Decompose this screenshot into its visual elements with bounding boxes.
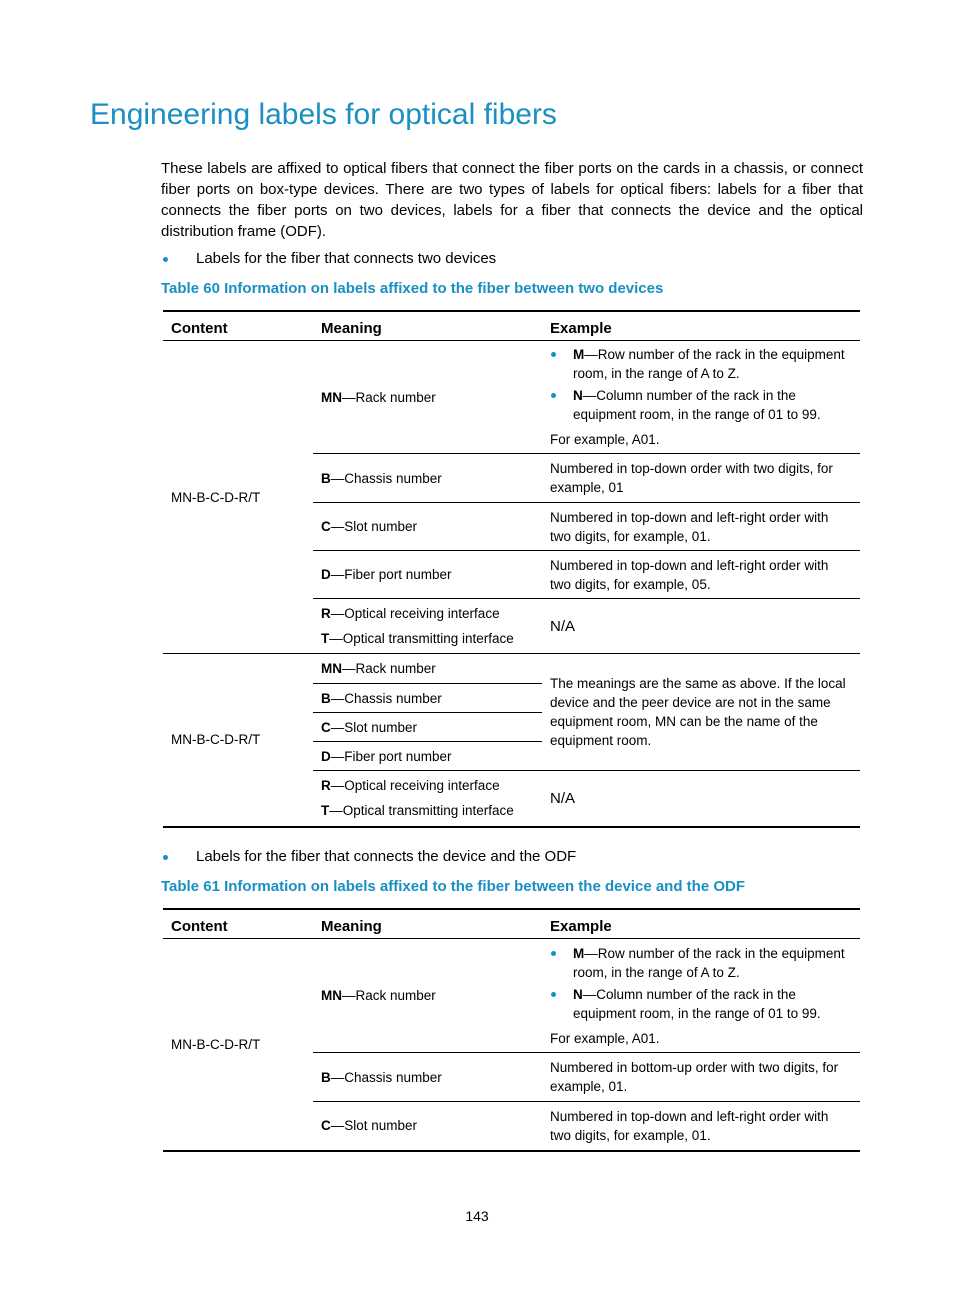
header-example: Example [542,909,860,939]
meaning-cell: R—Optical receiving interface T—Optical transmitting interface [313,599,542,654]
meaning-cell: C—Slot number [313,713,542,742]
example-cell: Numbered in top-down order with two digits, for example, 01 [542,454,860,503]
list-item: N—Column number of the rack in the equipment room, in the range of 01 to 99. [550,386,852,424]
meaning-cell: B—Chassis number [313,684,542,713]
list-item: M—Row number of the rack in the equipment room, in the range of A to Z. [550,944,852,982]
page-title: Engineering labels for optical fibers [90,98,557,131]
bullet-icon [551,951,556,956]
bullet-icon [163,257,168,262]
header-example: Example [542,311,860,341]
bullet-icon [551,393,556,398]
meaning-cell: MN—Rack number [313,939,542,1053]
list-item: M—Row number of the rack in the equipment room, in the range of A to Z. [550,345,852,383]
header-meaning: Meaning [313,909,542,939]
example-cell: N/A [542,771,860,827]
example-cell: Numbered in top-down and left-right order with two digits, for example, 05. [542,551,860,599]
for-example-text: For example, A01. [550,432,660,447]
table-61 [163,908,860,1152]
content-cell: MN-B-C-D-R/T [163,341,313,654]
intro-paragraph: These labels are affixed to optical fibers that connect the fiber ports on the cards in a chassis, or connect fiber ports on box-type devices. There are two types of labels for optical fibers: labels for a fiber that connects the fiber ports on two devices, labels for a fiber that connects the device and the optical distribution frame (ODF). [161,160,863,240]
table-61-caption: Table 61 Information on labels affixed to the fiber between the device and the ODF [161,878,745,895]
content-cell: MN-B-C-D-R/T [163,654,313,827]
bullet-icon [551,992,556,997]
table-60-caption: Table 60 Information on labels affixed to the fiber between two devices [161,280,664,297]
meaning-cell: C—Slot number [313,1102,542,1151]
meaning-cell: C—Slot number [313,503,542,551]
meaning-cell: MN—Rack number [313,341,542,454]
header-content: Content [163,311,313,341]
example-cell [542,939,860,1053]
meaning-cell: D—Fiber port number [313,551,542,599]
meaning-cell: MN—Rack number [313,654,542,684]
example-cell: Numbered in bottom-up order with two digits, for example, 01. [542,1053,860,1102]
example-cell: Numbered in top-down and left-right order with two digits, for example, 01. [542,1102,860,1151]
meaning-cell: B—Chassis number [313,454,542,503]
header-meaning: Meaning [313,311,542,341]
header-content: Content [163,909,313,939]
page-number: 143 [465,1208,489,1224]
meaning-cell: D—Fiber port number [313,742,542,771]
list-item: N—Column number of the rack in the equipment room, in the range of 01 to 99. [550,985,852,1023]
content-cell: MN-B-C-D-R/T [163,939,313,1151]
example-cell [542,341,860,454]
meaning-cell: B—Chassis number [313,1053,542,1102]
example-cell: Numbered in top-down and left-right order with two digits, for example, 01. [542,503,860,551]
for-example-text: For example, A01. [550,1030,660,1046]
example-cell: N/A [542,599,860,654]
bullet-text: Labels for the fiber that connects two devices [196,250,497,267]
bullet-text: Labels for the fiber that connects the device and the ODF [196,848,577,865]
example-cell: The meanings are the same as above. If the local device and the peer device are not in the same equipment room, MN can be the name of the equipment room. [542,654,860,771]
bullet-icon [163,855,168,860]
meaning-cell: R—Optical receiving interface T—Optical transmitting interface [313,771,542,827]
bullet-icon [551,352,556,357]
table-60 [163,310,860,828]
